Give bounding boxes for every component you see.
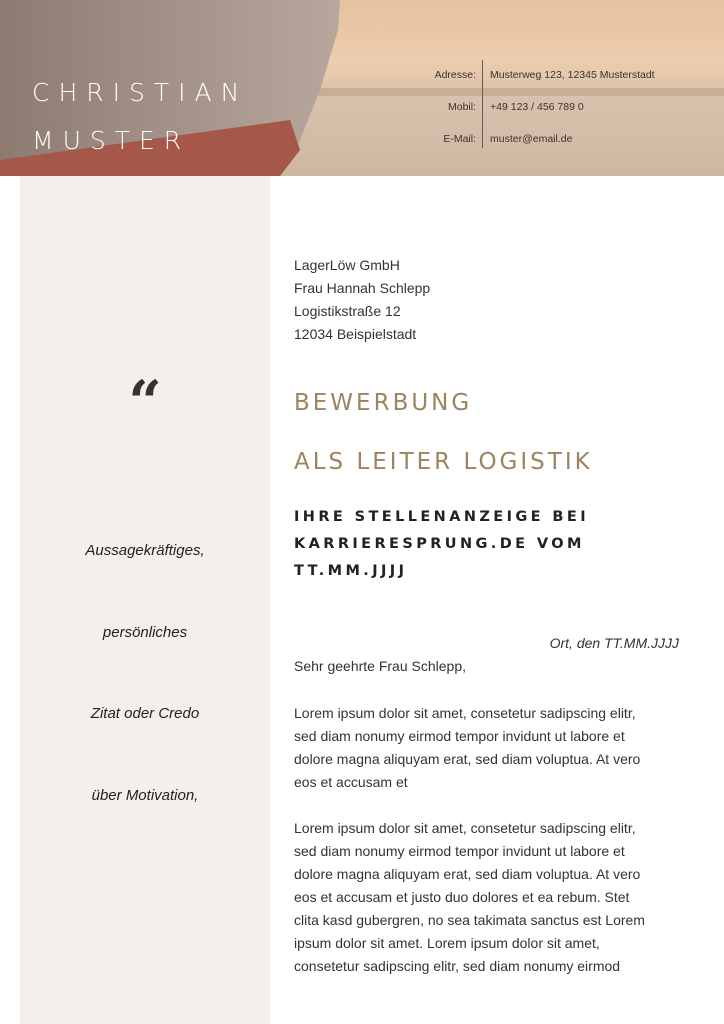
paragraph-1 xyxy=(294,702,640,794)
recipient-name: Frau Hannah Schlepp xyxy=(294,280,431,296)
quote-mark-icon: “ xyxy=(128,368,162,436)
last-name: MUSTER xyxy=(32,126,191,155)
mobile-label: Mobil: xyxy=(447,101,476,113)
quote-line: Aussagekräftiges, xyxy=(85,542,205,559)
text-line: sed diam nonumy eirmod tempor invidunt ut labore et xyxy=(294,728,625,744)
shoreline-image xyxy=(300,88,724,96)
recipient-city: 12034 Beispielstadt xyxy=(294,326,417,342)
quote-line: persönliches xyxy=(102,624,188,641)
address-label: Adresse: xyxy=(434,69,476,81)
quote-line: Zitat oder Credo xyxy=(90,705,200,722)
text-line: dolore magna aliquyam erat, sed diam voluptua. At vero xyxy=(294,866,641,882)
title-line-2: ALS LEITER LOGISTIK xyxy=(294,449,593,475)
salutation: Sehr geehrte Frau Schlepp, xyxy=(294,658,466,674)
header-banner xyxy=(0,0,724,176)
subject-line: TT.MM.JJJJ xyxy=(294,563,408,579)
title-line-1: BEWERBUNG xyxy=(294,390,473,416)
subject-line: KARRIERESPRUNG.DE VOM xyxy=(294,536,585,552)
text-line: dolore magna aliquyam erat, sed diam voluptua. At vero xyxy=(294,751,641,767)
mobile-value: +49 123 / 456 789 0 xyxy=(490,101,584,113)
email-value[interactable]: muster@email.de xyxy=(490,133,573,145)
text-line: sed diam nonumy eirmod tempor invidunt ut labore et xyxy=(294,843,625,859)
text-line: clita kasd gubergren, no sea takimata sanctus est Lorem xyxy=(294,912,645,928)
contact-divider xyxy=(482,60,483,148)
recipient-street: Logistikstraße 12 xyxy=(294,303,401,319)
text-line: ipsum dolor sit amet. Lorem ipsum dolor sit amet, xyxy=(294,935,600,951)
text-line: eos et accusam et justo duo dolores et ea rebum. Stet xyxy=(294,889,630,905)
text-line: Lorem ipsum dolor sit amet, consetetur sadipscing elitr, xyxy=(294,705,636,721)
paragraph-2 xyxy=(294,817,645,978)
sidebar xyxy=(20,176,270,1024)
address-value: Musterweg 123, 12345 Musterstadt xyxy=(490,69,655,81)
text-line: consetetur sadipscing elitr, sed diam nonumy eirmod xyxy=(294,958,621,974)
first-name: CHRISTIAN xyxy=(32,78,249,107)
subject-line: IHRE STELLENANZEIGE BEI xyxy=(294,509,589,525)
text-line: eos et accusam et xyxy=(294,774,408,790)
recipient-company: LagerLöw GmbH xyxy=(294,257,400,273)
date-line: Ort, den TT.MM.JJJJ xyxy=(549,635,679,651)
quote-line: über Motivation, xyxy=(91,787,199,804)
email-label: E-Mail: xyxy=(443,133,476,145)
text-line: Lorem ipsum dolor sit amet, consetetur sadipscing elitr, xyxy=(294,820,636,836)
